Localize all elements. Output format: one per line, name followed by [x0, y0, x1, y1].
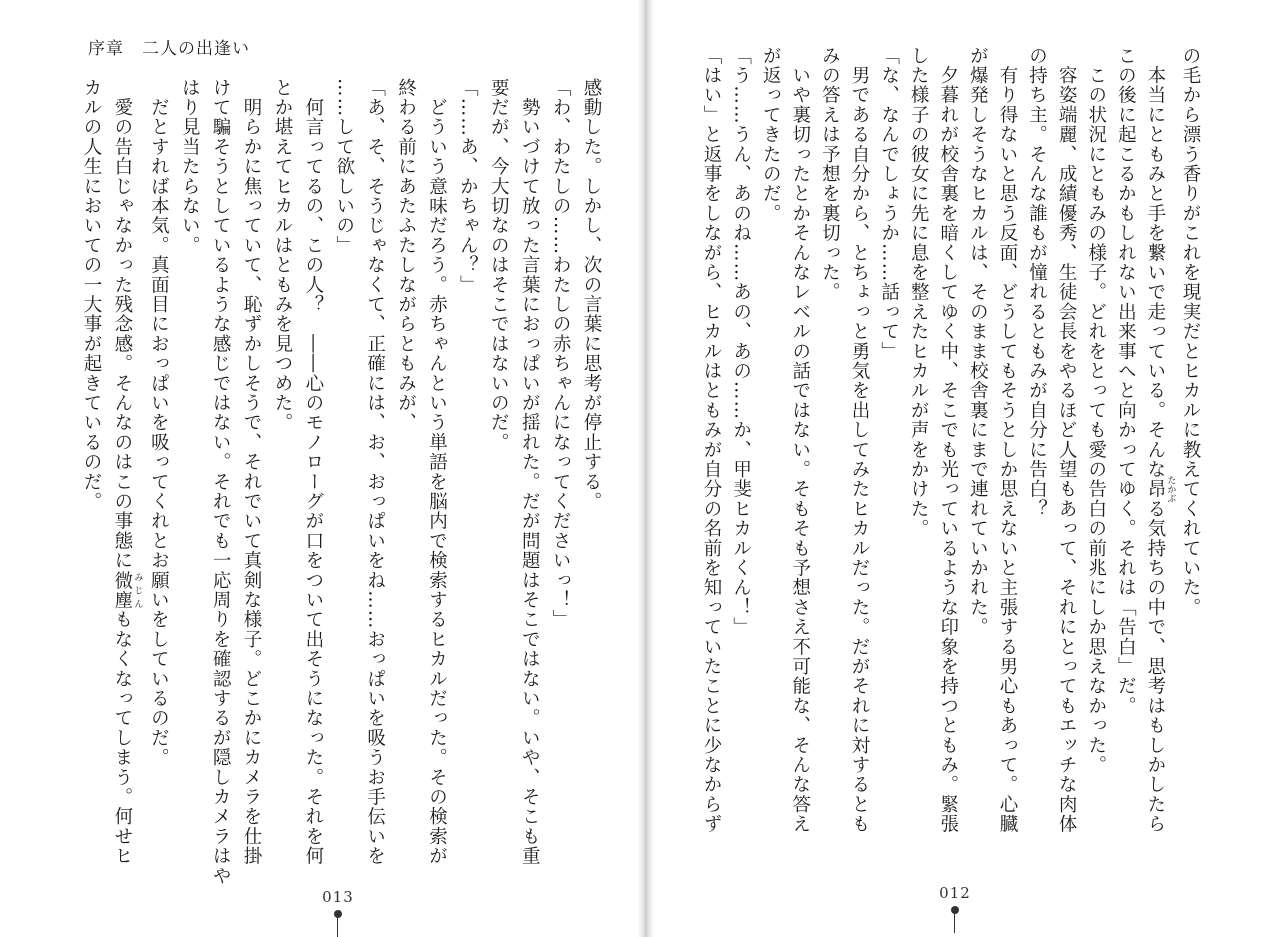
text-line: の持ち主。そんな誰もが憧れるともみが自分に告白？	[1026, 46, 1048, 519]
page-number-left: 013	[322, 888, 354, 906]
text-line: この状況にともみの様子。どれをとっても愛の告白の前兆にしか思えなかった。	[1085, 46, 1107, 775]
chapter-header: 序章 二人の出逢い	[88, 39, 250, 59]
folio-dot-left	[334, 910, 342, 918]
text-line: 愛の告白じゃなかった残念感。そんなのはこの事態に微塵 みじんもなくなってしまう。何せヒ	[111, 78, 143, 867]
folio-line-left	[337, 915, 338, 937]
text-line: 「……あ、かちゃん？」	[457, 78, 479, 295]
text-line: 「わ、わたしの……わたしの赤ちゃんになってくださいっ！」	[550, 78, 572, 630]
text-line: どういう意味だろう。赤ちゃんという単語を脳内で検索するヒカルだった。その検索が	[426, 78, 448, 866]
page-number-right: 012	[939, 884, 971, 902]
text-line: 感動した。しかし、次の言葉に思考が停止する。	[581, 78, 602, 512]
text-line: 男である自分から、とちょっと勇気を出してみたヒカルだった。だがそれに対するとも	[848, 46, 870, 834]
text-line: 要だが、今大切なのはそこではないのだ。	[488, 78, 510, 453]
text-line: 有り得ないと思う反面、どうしてもそうとしか思えないと主張する男心もあって。心臓	[996, 46, 1018, 834]
text-line: とか堪えてヒカルはともみを見つめた。	[271, 78, 293, 433]
book-gutter	[638, 0, 654, 937]
text-line: ……して欲しいの」	[333, 78, 355, 256]
text-line: カルの人生においての一大事が起きているのだ。	[81, 78, 102, 512]
text-line: はり見当たらない。	[179, 78, 201, 256]
text-line: この後に起こるかもしれない出来事へと向かってゆく。それは「告白」だ。	[1115, 46, 1137, 716]
text-line: けて騙そうとしているような感じではない。それでも一応周りを確認するが隠しカメラはや	[210, 78, 232, 886]
text-line: が爆発しそうなヒカルは、そのまま校舎裏にまで連れていかれた。	[967, 46, 989, 637]
text-line: 明らかに焦っていて、恥ずかしそうで、それでいて真剣な様子。どこかにカメラを仕掛	[241, 78, 263, 866]
ruby-annotation: 昂 たかぶ	[1144, 475, 1176, 503]
text-line: が返ってきたのだ。	[760, 46, 782, 224]
text-line: した様子の彼女に先に息を整えたヒカルが声をかけた。	[908, 46, 930, 539]
folio-line-right	[954, 911, 955, 933]
text-line: 何言ってるの、この人？ ――心のモノローグが口をついて出そうになった。それを何	[302, 78, 324, 866]
right-page-body	[700, 46, 1205, 896]
folio-dot-right	[951, 906, 959, 914]
text-line: の毛から漂う香りがこれを現実だとヒカルに教えてくれていた。	[1180, 46, 1201, 618]
text-line: 「あ、そ、そうじゃなくて、正確には、お、おっぱいをね……おっぱいを吸うお手伝いを	[364, 78, 386, 866]
text-line: 「う……うん、あのね……あの、あの……か、甲斐ヒカルくん！」	[730, 46, 752, 637]
text-line: 容姿端麗、成績優秀、生徒会長をやるほど人望もあって、それにとってもエッチな肉体	[1056, 46, 1078, 834]
text-line: みの答えは予想を裏切った。	[819, 46, 841, 303]
text-line: 勢いづけて放った言葉におっぱいが揺れた。だが問題はそこではない。いや、そこも重	[519, 78, 541, 866]
text-line: 「な、なんでしょうか……話って」	[878, 46, 900, 362]
text-line: 本当にともみと手を繋いで走っている。そんな昂 たかぶる気持ちの中で、思考はもしかしたら	[1144, 46, 1176, 835]
text-line: だとすれば本気。真面目におっぱいを吸ってくれとお願いをしているのだ。	[148, 78, 170, 768]
text-line: 終わる前にあたふたしながらともみが、	[395, 78, 417, 433]
text-line: 「はい」と返事をしながら、ヒカルはともみが自分の名前を知っていたことに少なからず	[701, 46, 722, 834]
ruby-annotation: 微塵 みじん	[111, 570, 143, 610]
left-page-body	[80, 78, 606, 928]
text-line: 夕暮れが校舎裏を暗くしてゆく中、そこでも光っているような印象を持つともみ。緊張	[937, 46, 959, 834]
text-line: いや裏切ったとかそんなレベルの話ではない。そもそも予想さえ不可能な、そんな答え	[789, 46, 811, 834]
